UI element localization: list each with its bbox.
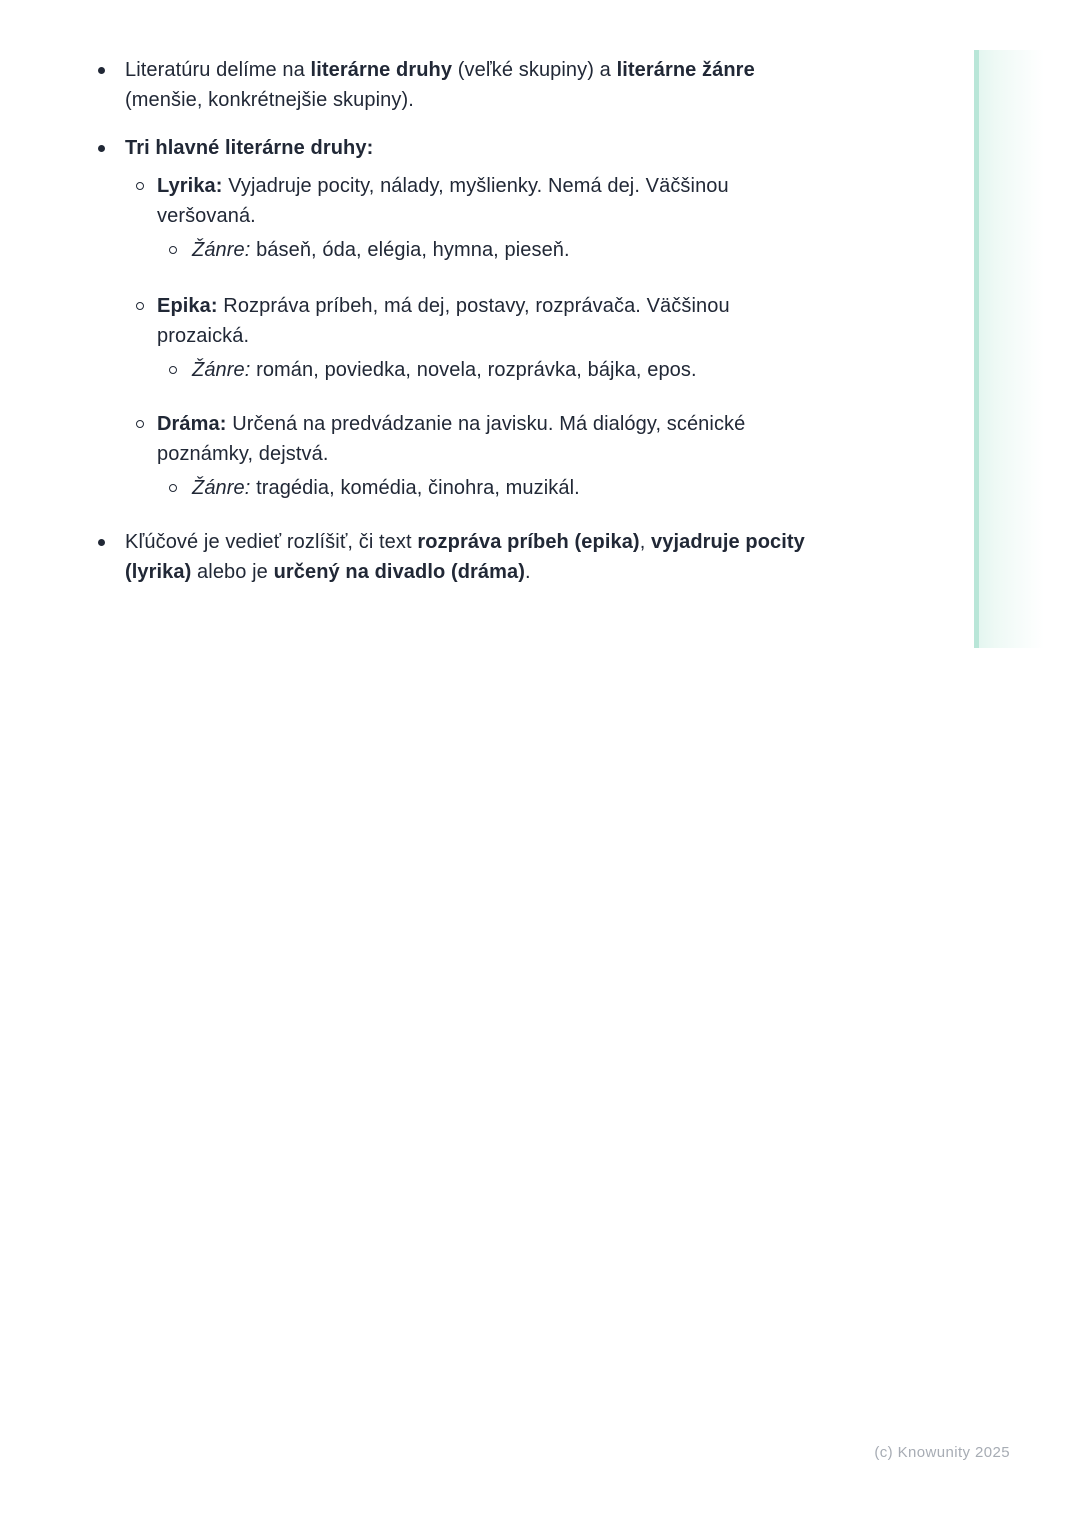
text-run-bold: rozpráva príbeh (epika) [417,531,640,553]
text-run: (veľké skupiny) a [452,59,617,81]
text-run: román, poviedka, novela, rozprávka, bájka, epos. [250,359,697,381]
bullet-circle-icon [169,366,177,374]
bullet-circle-icon [136,302,144,310]
decor-gradient-strip [974,50,1044,648]
footer-credit: (c) Knowunity 2025 [874,1444,1010,1461]
bullet-disc-icon [98,67,105,74]
text-run: . [525,561,531,583]
list-item [135,409,755,469]
bullet-circle-icon [136,420,144,428]
text-run-bold: Epika: [157,295,218,317]
text-run-italic: Žánre: [192,477,251,499]
text-run: báseň, óda, elégia, hymna, pieseň. [250,239,570,261]
text-run: Kľúčové je vedieť rozlíšiť, či text [125,531,418,553]
text-run-italic: Žánre: [192,359,251,381]
list-item [168,355,917,385]
text-run: Určená na predvádzanie na javisku. Má dialógy, scénické poznámky, dejstvá. [157,413,746,465]
text-run-bold: Dráma: [157,413,227,435]
text-run: (menšie, konkrétnejšie skupiny). [125,89,414,111]
text-run-bold: vyjadruje pocity (lyrika) [125,531,805,583]
text-run-bold: určený na divadlo (dráma) [273,561,526,583]
text-run-bold: literárne druhy [310,59,453,81]
list-item [97,55,777,115]
list-item [168,235,917,265]
text-run-italic: Žánre: [192,239,251,261]
bullet-circle-icon [169,484,177,492]
text-run: , [639,531,652,553]
text-run-bold: literárne žánre [616,59,755,81]
text-run: tragédia, komédia, činohra, muzikál. [250,477,580,499]
list-item [135,171,755,231]
list-item [97,527,827,587]
text-run-bold: Tri hlavné literárne druhy: [125,137,374,159]
text-run: alebo je [191,561,274,583]
bullet-disc-icon [98,539,105,546]
bullet-circle-icon [169,246,177,254]
text-run: Rozpráva príbeh, má dej, postavy, rozprávača. Väčšinou prozaická. [157,295,730,347]
text-run: Literatúru delíme na [125,59,311,81]
list-item [97,133,917,163]
bullet-disc-icon [98,145,105,152]
document-body [97,55,917,587]
text-run: Vyjadruje pocity, nálady, myšlienky. Nemá dej. Väčšinou veršovaná. [157,175,729,227]
text-run-bold: Lyrika: [157,175,223,197]
list-item [168,473,917,503]
bullet-circle-icon [136,182,144,190]
list-item [135,291,755,351]
